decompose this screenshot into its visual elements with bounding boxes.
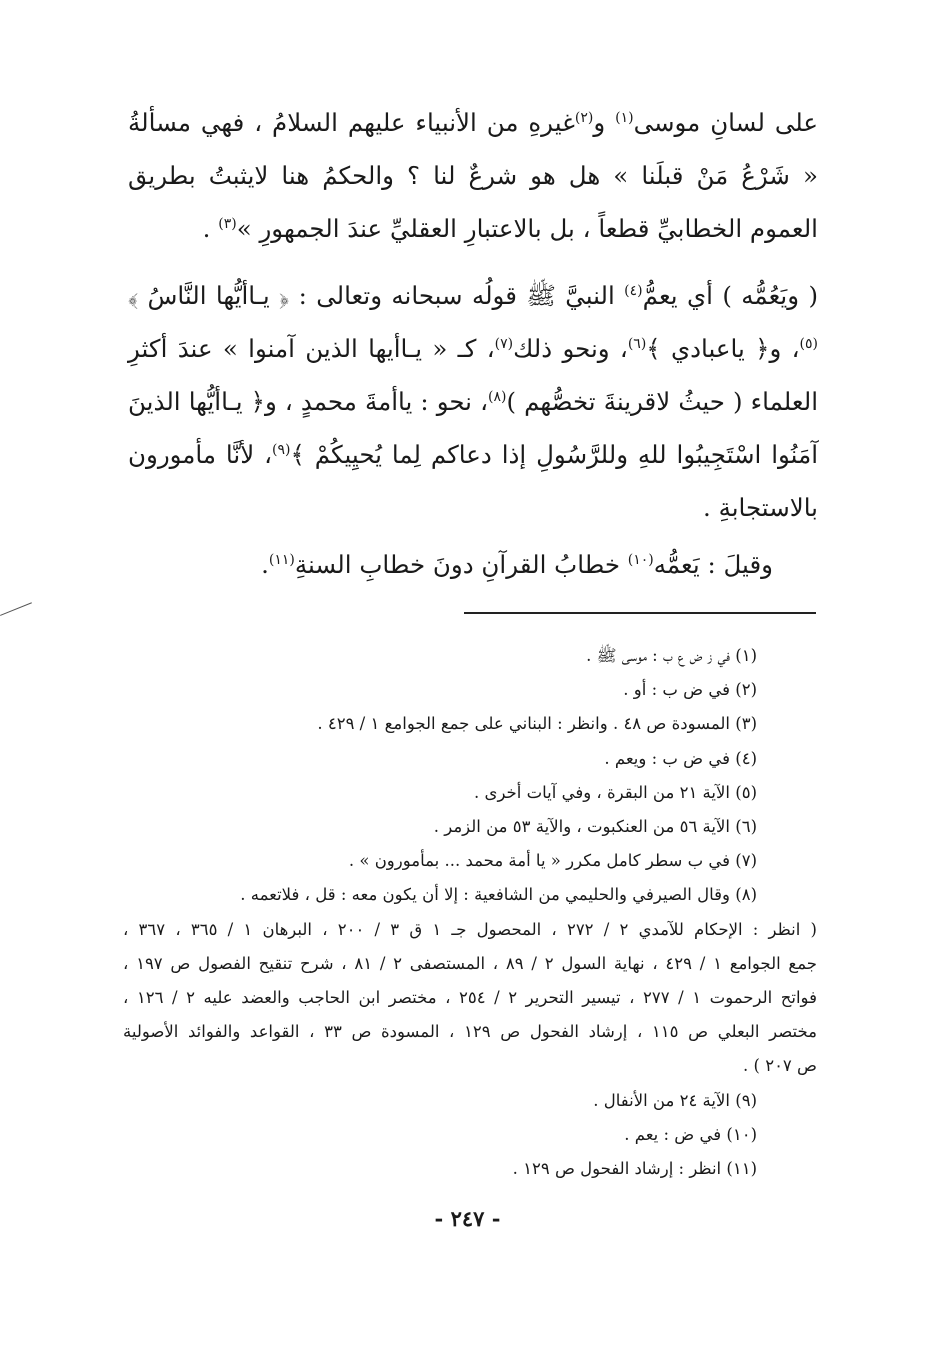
text-run: وقيلَ : يَعمُّه [653, 550, 773, 579]
footnote-9: (٩) الآية ٢٤ من الأنفال . [593, 1090, 757, 1110]
footnote-3: (٣) المسودة ص ٤٨ . وانظر : البناني على جمع الجوامع ١ / ٤٢٩ . [317, 714, 757, 734]
footnote-8-references: مختصر البعلي ص ١١٥ ، إرشاد الفحول ص ١٢٩ ، المسودة ص ٣٣ ، القواعد والفوائد الأصولية [123, 1022, 817, 1042]
footnote-8-references: ص ٢٠٧ ) . [743, 1056, 817, 1076]
footnote-ref[interactable]: (١١) [268, 551, 295, 568]
footnote-11: (١١) انظر : إرشاد الفحول ص ١٢٩ . [512, 1159, 757, 1179]
text-run: النبيَّ ﷺ قولُه سبحانه وتعالى : ﴿ يـاأيُّها النَّاسُ ﴾ [128, 281, 625, 310]
text-run: ، كـ « يـاأيها الذين آمنوا » عندَ أكثرِ العلماء ( حيثُ لاقرينةَ تخصُّهم ) [128, 334, 819, 416]
text-run: خطابُ القرآنِ دونَ خطابِ السنةِ [294, 550, 628, 579]
footnote-ref[interactable]: (٩) [271, 441, 291, 458]
footnote-8-references: جمع الجوامع ١ / ٤٢٩ ، نهاية السول ٢ / ٨٩ ، المستصفى ٢ / ٨١ ، شرح تنقيح الفصول ص ١٩٧ ، [123, 953, 817, 973]
footnote-8-references: فواتح الرحموت ١ / ٢٧٧ ، تيسير التحرير ٢ / ٢٥٤ ، مختصر ابن الحاجب والعضد عليه ٢ / ١٢٦ ، [123, 988, 817, 1008]
footnote-8: (٨) وقال الصيرفي والحليمي من الشافعية : إلا أن يكون معه : قل ، فلاتعمه . [240, 885, 757, 905]
footnote-10: (١٠) في ض : يعم . [624, 1124, 757, 1144]
text-run: غيرهِ من الأنبياء عليهم السلامُ ، فهي مسألةُ « شَرْعُ مَنْ قبلَنا » هل هو شرعٌ لنا ؟ والحكمُ هنا لايثبتُ بطريق العموم الخطابيِّ قطعاً ، بل بالاعتبارِ العقليِّ عندَ الجمهورِ » [128, 108, 818, 243]
paragraph-2 [128, 269, 818, 534]
footnote-separator [464, 612, 816, 614]
footnote-4: (٤) في ض ب : ويعم . [604, 748, 757, 768]
text-run: ، و﴿ ياعبادي ﴾ [646, 334, 800, 363]
footnote-ref[interactable]: (٤) [624, 282, 643, 299]
footnote-2: (٢) في ض ب : أو . [623, 680, 757, 700]
footnote-ref[interactable]: (٧) [494, 335, 514, 352]
footnote-5: (٥) الآية ٢١ من البقرة ، وفي آيات أخرى . [474, 782, 757, 802]
text-run: و [593, 108, 616, 137]
text-run: ( ويَعُمُّه ) أي يعمُّ [642, 281, 818, 310]
footnote-ref[interactable]: (٢) [574, 109, 594, 126]
footnote-ref[interactable]: (٥) [799, 335, 818, 352]
footnote-8-references: ( انظر : الإحكام للآمدي ٢ / ٢٧٢ ، المحصول جـ ١ ق ٣ / ٢٠٠ ، البرهان ١ / ٣٦٥ ، ٣٦٧ ، [123, 919, 817, 939]
footnote-7: (٧) في ب سطر كامل مكرر « يا أمة محمد ... بمأمورون » . [348, 851, 757, 871]
page-number: - ٢٤٧ - [434, 1206, 501, 1231]
footnote-ref[interactable]: (٦) [627, 335, 647, 352]
text-run: . [261, 550, 269, 579]
paragraph-3 [128, 538, 818, 591]
footnotes [123, 639, 817, 1186]
footnote-6: (٦) الآية ٥٦ من العنكبوت ، والآية ٥٣ من الزمر . [433, 817, 757, 837]
footnote-ref[interactable]: (١) [615, 109, 634, 126]
main-text [128, 96, 818, 591]
text-run: ، نحو : ياأمةَ محمدٍ ، و﴿ يـاأيُّها الذينَ آمَنُوا اسْتَجِيبُوا للهِ وللرَّسُولِ إذا دعاكم لِما يُحيِيكُمْ ﴾ [128, 387, 818, 469]
text-run: . [202, 214, 219, 243]
footnote-ref[interactable]: (٣) [218, 215, 237, 232]
footnote-ref[interactable]: (١٠) [627, 551, 654, 568]
text-run: على لسانِ موسى [633, 108, 819, 137]
text-run: ، لأنَّا مأمورون بالاستجابةِ . [128, 440, 818, 522]
footnote-ref[interactable]: (٨) [488, 388, 507, 405]
footnote-1: (١) في ز ض ع ب : موسى ﷺ . [586, 646, 757, 665]
text-run: ، ونحو ذلك [513, 334, 628, 363]
paragraph-1 [128, 96, 818, 255]
scan-margin-mark [0, 602, 32, 616]
